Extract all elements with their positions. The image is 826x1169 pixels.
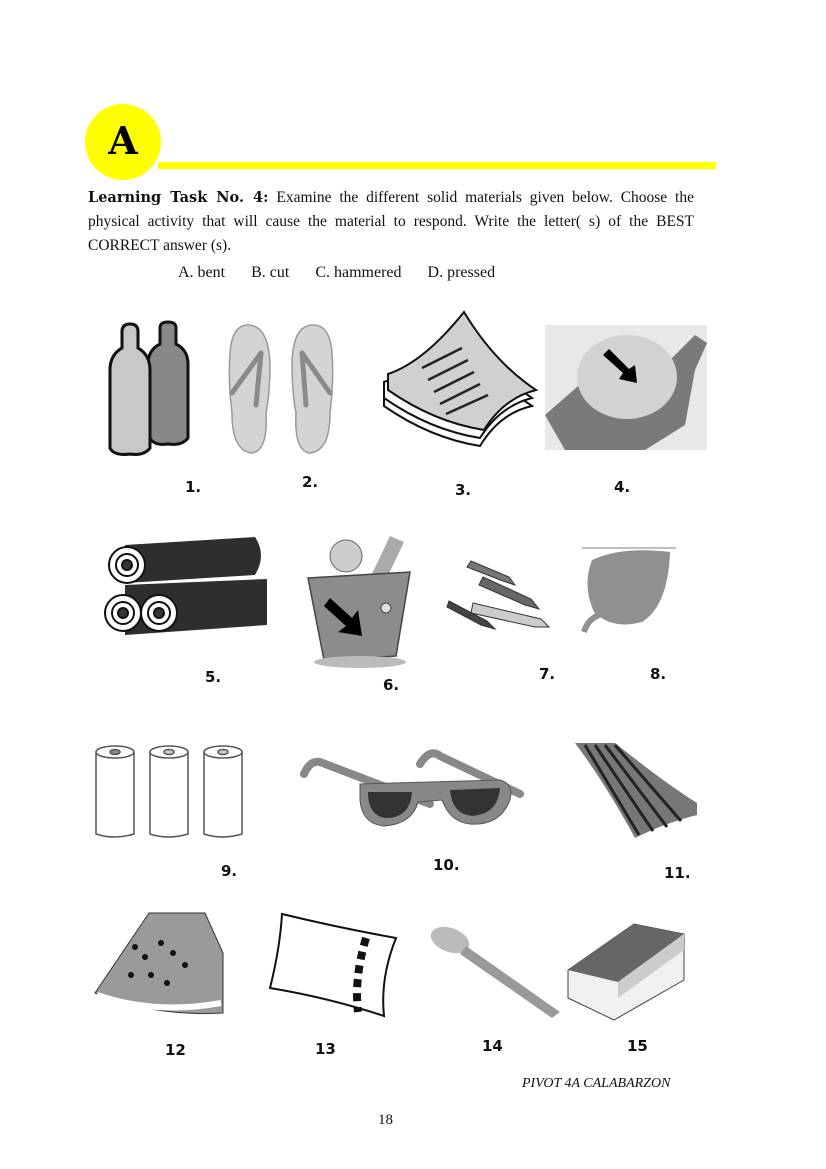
sunglasses-icon xyxy=(300,744,524,834)
item-number-2: 2. xyxy=(302,473,319,491)
slippers-icon xyxy=(226,323,346,458)
item-number-10: 10. xyxy=(433,856,460,874)
item-number-12: 12 xyxy=(165,1041,186,1059)
spoon-icon xyxy=(430,924,570,1020)
item-number-3: 3. xyxy=(455,481,472,499)
metal-sheet-icon xyxy=(575,743,697,838)
choice-b: B. cut xyxy=(251,264,290,281)
item-number-6: 6. xyxy=(383,676,400,694)
item-number-9: 9. xyxy=(221,862,238,880)
leaf-icon xyxy=(582,546,678,632)
item-number-4: 4. xyxy=(614,478,631,496)
item-number-15: 15 xyxy=(627,1037,648,1055)
section-letter: A xyxy=(108,118,138,163)
item-number-1: 1. xyxy=(185,478,202,496)
task-text: Examine the different solid materials given below. Choose the physical activity that will cause the material to respond. Write the letter( s) of the BEST CORRECT answer (s). xyxy=(88,189,694,254)
tissue-rolls-icon xyxy=(94,742,274,842)
header-divider xyxy=(158,162,716,169)
item-number-5: 5. xyxy=(205,668,222,686)
book-icon xyxy=(568,920,686,1016)
item-number-13: 13 xyxy=(315,1040,336,1058)
choice-c: C. hammered xyxy=(315,264,402,281)
footer-brand: PIVOT 4A CALABARZON xyxy=(522,1076,671,1091)
task-heading: Learning Task No. 4: xyxy=(88,189,269,206)
watermelon-slice-icon xyxy=(95,913,225,1015)
plastic-bottles-icon xyxy=(104,320,194,460)
task-instructions xyxy=(88,186,694,258)
paper-sheets-icon xyxy=(380,318,540,448)
pillow-icon xyxy=(260,908,410,1018)
item-number-7: 7. xyxy=(539,665,556,683)
tin-bucket-icon xyxy=(300,528,420,668)
rolled-clay-logs-icon xyxy=(105,535,275,635)
item-number-11: 11. xyxy=(664,864,691,882)
page-number: 18 xyxy=(378,1112,393,1128)
item-number-8: 8. xyxy=(650,665,667,683)
choice-d: D. pressed xyxy=(427,264,496,281)
answer-choices xyxy=(178,264,517,282)
dough-on-board-icon xyxy=(545,325,707,450)
choice-a: A. bent xyxy=(178,264,226,281)
item-number-14: 14 xyxy=(482,1037,503,1055)
crayons-icon xyxy=(445,555,565,630)
